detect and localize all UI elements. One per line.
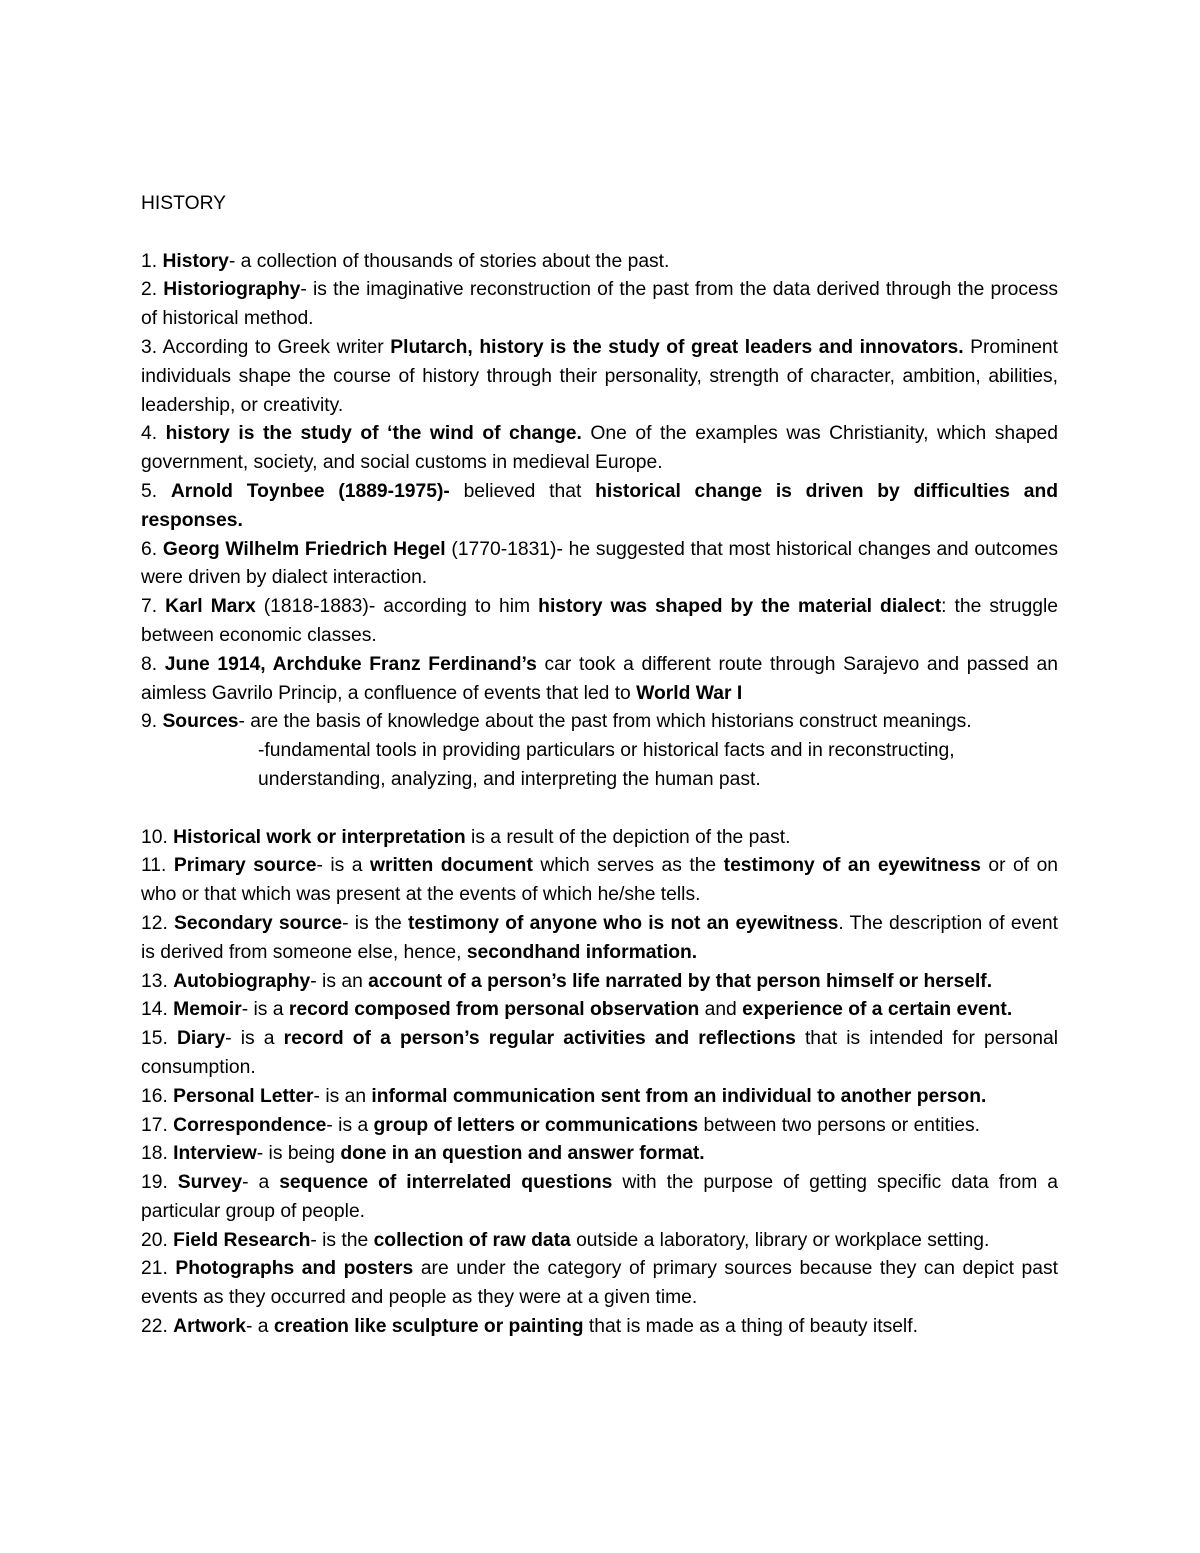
list-item <box>141 910 1058 968</box>
list-item <box>141 1025 1058 1083</box>
list-item <box>141 824 1058 853</box>
item-bold-text: Artwork <box>173 1316 247 1338</box>
sources-continuation: -fundamental tools in providing particulars or historical facts and in reconstructing, understanding, analyzing, and interpreting the human past. <box>258 740 955 790</box>
item-text: are under the category of primary sources because they can depict past events as they occurred and people as they were at a given time. <box>141 1258 1058 1309</box>
item-bold-text: Plutarch, history is the study of great leaders and innovators. <box>390 336 964 358</box>
item-bold-text: Survey <box>177 1172 243 1194</box>
item-bold-text: Diary <box>176 1028 226 1050</box>
item-bold-text: historical change is driven by difficulties and responses. <box>141 480 1058 531</box>
document-title: HISTORY <box>141 193 227 214</box>
item-number: 1. <box>141 250 163 272</box>
list-item <box>141 708 1058 737</box>
list-item <box>141 334 1058 420</box>
item-number: 11. <box>141 855 174 877</box>
item-bold-text: Sources <box>162 711 239 733</box>
item-text: or of on who or that which was present at the events of which he/she tells. <box>141 855 1059 906</box>
item-bold-text: sequence of interrelated questions <box>279 1172 613 1194</box>
item-bold-text: record composed from personal observation <box>288 999 700 1021</box>
list-item <box>141 852 1058 910</box>
item-number: 3. <box>141 336 163 358</box>
item-text: that is intended for personal consumption. <box>141 1028 1058 1078</box>
item-bold-text: Photographs and posters <box>175 1258 414 1280</box>
item-text: car took a different route through Sarajevo and passed an aimless Gavrilo Princip, a confluence of events that led to <box>141 653 1058 704</box>
item-bold-text: secondhand information. <box>466 941 698 963</box>
item-bold-text: record of a person’s regular activities and reflections <box>283 1028 796 1050</box>
item-number: 7. <box>141 596 166 618</box>
item-text: According to Greek writer <box>162 336 391 358</box>
item-number: 10. <box>141 826 174 848</box>
item-text: - a <box>246 1316 274 1338</box>
item-bold-text: informal communication sent from an individual to another person. <box>371 1085 987 1107</box>
item-bold-text: Karl Marx <box>165 596 256 618</box>
item-bold-text: history was shaped by the material dialect <box>538 596 942 618</box>
source-types-list <box>141 824 1058 1342</box>
item-bold-text: Historiography <box>163 279 301 301</box>
paragraph-gap <box>141 795 1058 824</box>
item-text: One of the examples was Christianity, which shaped government, society, and social customs in medieval Europe. <box>141 423 1059 474</box>
item-number: 13. <box>141 970 174 992</box>
item-number: 12. <box>141 912 175 934</box>
document-body <box>141 190 1058 1342</box>
item-text: outside a laboratory, library or workplace setting. <box>570 1229 990 1251</box>
item-bold-text: testimony of anyone who is not an eyewitness <box>407 912 839 934</box>
item-text: - is the imaginative reconstruction of the past from the data derived through the process of historical method. <box>141 279 1059 330</box>
item-text: believed that <box>449 480 596 502</box>
item-bold-text: Interview <box>173 1143 257 1165</box>
item-number: 2. <box>141 279 164 301</box>
item-number: 18. <box>141 1143 174 1165</box>
item-text: - a collection of thousands of stories about the past. <box>228 250 670 272</box>
item-text: (1818-1883)- according to him <box>255 596 539 618</box>
item-number: 22. <box>141 1316 174 1338</box>
item-number: 5. <box>141 480 171 502</box>
item-text: - are the basis of knowledge about the past from which historians construct meanings. <box>238 711 972 733</box>
list-item <box>141 1083 1058 1112</box>
list-item <box>141 536 1058 594</box>
list-item <box>141 996 1058 1025</box>
item-number: 20. <box>141 1229 174 1251</box>
list-item <box>141 478 1058 536</box>
history-items-list <box>141 248 1058 738</box>
item-text: (1770-1831)- he suggested that most historical changes and outcomes were driven by dialect interaction. <box>141 538 1059 589</box>
list-item <box>141 968 1058 997</box>
list-item <box>141 1255 1058 1313</box>
item-text: - is the <box>342 912 408 934</box>
item-text: - is a <box>241 999 289 1021</box>
list-item <box>141 651 1058 709</box>
item-number: 9. <box>141 711 163 733</box>
item-bold-text: Field Research <box>173 1229 311 1251</box>
list-item <box>141 248 1058 277</box>
item-text: with the purpose of getting specific data from a particular group of people. <box>141 1172 1058 1222</box>
item-bold-text: experience of a certain event. <box>742 999 1013 1021</box>
item-bold-text: Autobiography <box>173 970 311 992</box>
item-bold-text: testimony of an eyewitness <box>723 855 981 877</box>
list-item <box>141 276 1058 334</box>
item-bold-text: Georg Wilhelm Friedrich Hegel <box>162 538 446 560</box>
item-text: that is made as a thing of beauty itself. <box>583 1316 918 1338</box>
item-text: - is a <box>316 855 371 877</box>
item-number: 21. <box>141 1258 176 1280</box>
item-number: 15. <box>141 1028 177 1050</box>
item-bold-text: Secondary source <box>174 912 343 934</box>
item-text: . The description of event is derived from someone else, hence, <box>141 912 1058 963</box>
item-number: 8. <box>141 653 165 675</box>
item-text: - is a <box>326 1114 374 1136</box>
list-item <box>141 1313 1058 1342</box>
item-bold-text: World War I <box>636 682 743 704</box>
item-text: - is a <box>225 1028 284 1050</box>
item-bold-text: Personal Letter <box>173 1085 314 1107</box>
list-item <box>141 1112 1058 1141</box>
item-text: which serves as the <box>532 855 724 877</box>
item-bold-text: History <box>162 250 229 272</box>
item-bold-text: written document <box>370 855 533 877</box>
list-item <box>141 1169 1058 1227</box>
item-text: Prominent individuals shape the course of history through their personality, strength of character, ambition, abilities, leadership, or creativity. <box>141 336 1059 416</box>
list-item <box>141 1140 1058 1169</box>
item-number: 17. <box>141 1114 174 1136</box>
item-text: - is being <box>256 1143 341 1165</box>
item-bold-text: done in an question and answer format. <box>340 1143 705 1165</box>
item-number: 16. <box>141 1085 174 1107</box>
item-number: 14. <box>141 999 174 1021</box>
item-bold-text: group of letters or communications <box>373 1114 699 1136</box>
item-text: and <box>699 999 743 1021</box>
item-number: 6. <box>141 538 163 560</box>
list-item <box>141 420 1058 478</box>
item-bold-text: collection of raw data <box>373 1229 571 1251</box>
item-text: between two persons or entities. <box>698 1114 981 1136</box>
item-bold-text: Memoir <box>173 999 242 1021</box>
item-bold-text: June 1914, Archduke Franz Ferdinand’s <box>164 653 537 675</box>
item-text: - is the <box>310 1229 374 1251</box>
item-bold-text: creation like sculpture or painting <box>273 1316 584 1338</box>
list-item <box>141 593 1058 651</box>
item-bold-text: Arnold Toynbee (1889-1975)- <box>170 480 450 502</box>
item-bold-text: Primary source <box>173 855 317 877</box>
list-item <box>141 1227 1058 1256</box>
item-text: : the struggle between economic classes. <box>141 596 1058 646</box>
item-text: - is an <box>313 1085 372 1107</box>
item-text: is a result of the depiction of the past. <box>465 826 791 848</box>
item-text: - is an <box>310 970 369 992</box>
item-text: - a <box>242 1172 280 1194</box>
item-number: 4. <box>141 423 166 445</box>
item-bold-text: history is the study of ‘the wind of change. <box>165 423 582 445</box>
item-number: 19. <box>141 1172 178 1194</box>
item-bold-text: Historical work or interpretation <box>173 826 466 848</box>
item-bold-text: account of a person’s life narrated by that person himself or herself. <box>368 970 993 992</box>
item-bold-text: Correspondence <box>173 1114 327 1136</box>
